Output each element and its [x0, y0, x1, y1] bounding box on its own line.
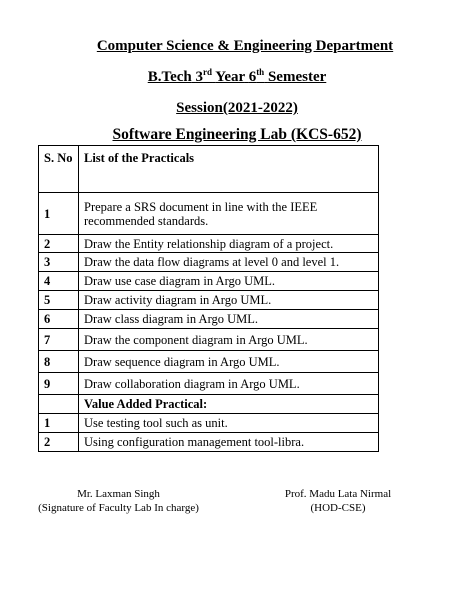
faculty-name: Mr. Laxman Singh [77, 488, 160, 500]
practicals-table [38, 145, 379, 452]
row-practical-text: Draw activity diagram in Argo UML. [79, 291, 379, 310]
row-practical-text: Draw collaboration diagram in Argo UML. [79, 373, 379, 395]
hod-signature-block [268, 487, 408, 515]
semester-label: Semester [267, 69, 327, 85]
table-row [39, 414, 379, 433]
practicals-column-header: List of the Practicals [79, 146, 379, 193]
hod-role: (HOD-CSE) [310, 502, 366, 514]
row-practical-text: Draw sequence diagram in Argo UML. [79, 351, 379, 373]
sno-column-header: S. No [39, 146, 79, 193]
table-row [39, 351, 379, 373]
table-row [39, 235, 379, 253]
row-number: 9 [39, 373, 79, 395]
session-heading: Session(2021-2022) [176, 100, 298, 116]
row-practical-text: Draw the data flow diagrams at level 0 and level 1. [79, 253, 379, 272]
value-added-heading-row [39, 395, 379, 414]
row-number: 1 [39, 414, 79, 433]
faculty-signature-block [36, 487, 201, 515]
row-number: 8 [39, 351, 79, 373]
row-number: 5 [39, 291, 79, 310]
row-practical-text: Draw the component diagram in Argo UML. [79, 329, 379, 351]
row-practical-text: Prepare a SRS document in line with the IEEE recommended standards. [79, 193, 379, 235]
row-practical-text: Using configuration management tool-libra. [79, 433, 379, 452]
table-row [39, 193, 379, 235]
course-label: B.Tech [147, 69, 192, 85]
year-label: Year [215, 69, 245, 85]
semester-suffix: th [256, 67, 265, 77]
faculty-role: (Signature of Faculty Lab In charge) [38, 502, 199, 514]
table-row [39, 291, 379, 310]
year-number: 3 [195, 69, 204, 85]
row-practical-text: Draw class diagram in Argo UML. [79, 310, 379, 329]
table-row [39, 373, 379, 395]
row-practical-text: Draw the Entity relationship diagram of a project. [79, 235, 379, 253]
semester-number: 6 [248, 69, 257, 85]
row-number: 3 [39, 253, 79, 272]
empty-cell [39, 395, 79, 414]
year-suffix: rd [203, 67, 213, 77]
table-row [39, 329, 379, 351]
table-row [39, 253, 379, 272]
row-number: 2 [39, 433, 79, 452]
course-heading [0, 68, 474, 86]
department-heading: Computer Science & Engineering Department [96, 38, 394, 54]
hod-name: Prof. Madu Lata Nirmal [284, 488, 392, 500]
table-row [39, 433, 379, 452]
row-number: 4 [39, 272, 79, 291]
value-added-heading: Value Added Practical: [79, 395, 379, 414]
row-number: 2 [39, 235, 79, 253]
table-row [39, 310, 379, 329]
table-header-row [39, 146, 379, 193]
row-practical-text: Draw use case diagram in Argo UML. [79, 272, 379, 291]
row-number: 1 [39, 193, 79, 235]
row-number: 7 [39, 329, 79, 351]
row-number: 6 [39, 310, 79, 329]
lab-title-heading: Software Engineering Lab (KCS-652) [112, 126, 362, 143]
row-practical-text: Use testing tool such as unit. [79, 414, 379, 433]
table-row [39, 272, 379, 291]
